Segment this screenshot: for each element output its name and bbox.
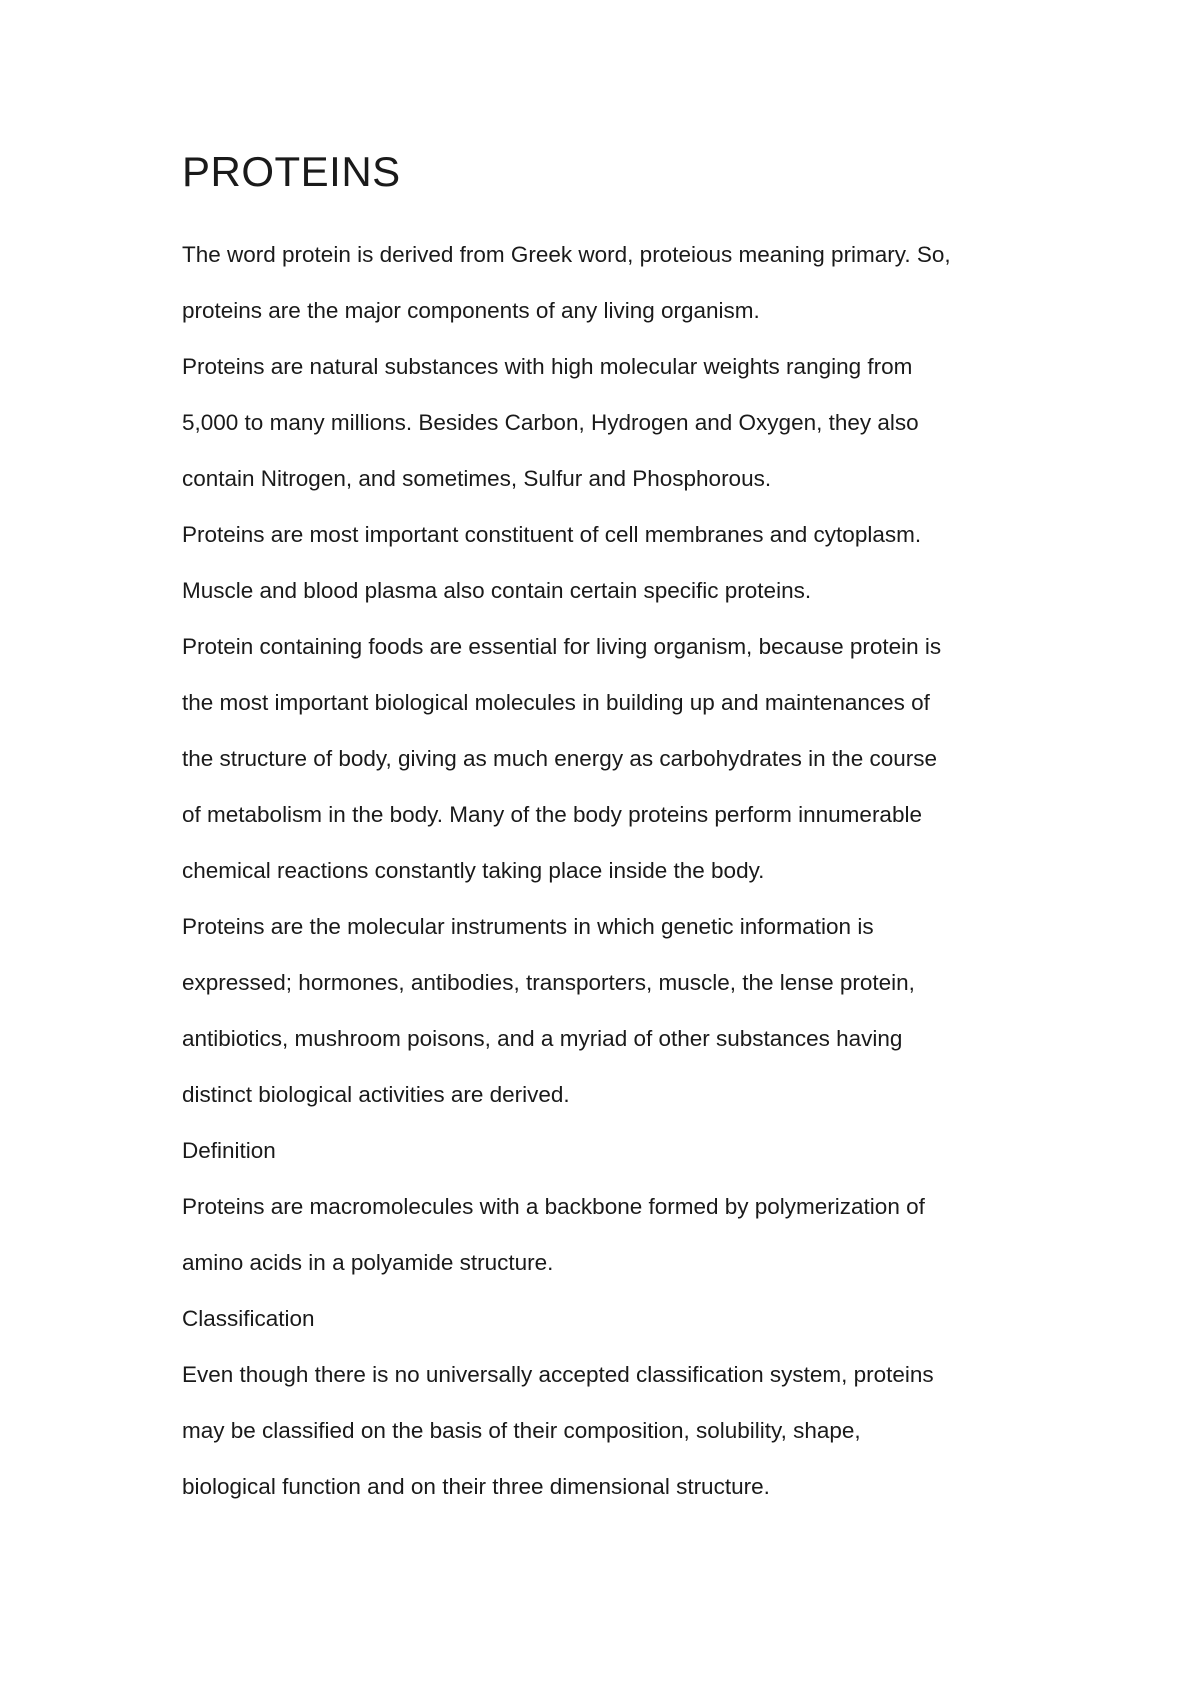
text-line: The word protein is derived from Greek word, proteious meaning primary. So, xyxy=(182,242,951,267)
text-line: Muscle and blood plasma also contain certain specific proteins. xyxy=(182,578,812,603)
text-line: biological function and on their three dimensional structure. xyxy=(182,1474,770,1499)
text-line: may be classified on the basis of their composition, solubility, shape, xyxy=(182,1418,861,1443)
text-line: distinct biological activities are derived. xyxy=(182,1082,570,1107)
text-line: of metabolism in the body. Many of the body proteins perform innumerable xyxy=(182,802,922,827)
text-line: 5,000 to many millions. Besides Carbon, Hydrogen and Oxygen, they also xyxy=(182,410,919,435)
text-line: the structure of body, giving as much energy as carbohydrates in the course xyxy=(182,746,937,771)
text-line: expressed; hormones, antibodies, transporters, muscle, the lense protein, xyxy=(182,970,915,995)
section-heading-definition: Definition xyxy=(182,1138,276,1163)
document-title: PROTEINS xyxy=(182,148,401,195)
text-line: contain Nitrogen, and sometimes, Sulfur and Phosphorous. xyxy=(182,466,772,491)
text-line: Protein containing foods are essential for living organism, because protein is xyxy=(182,634,942,659)
section-heading-classification: Classification xyxy=(182,1306,315,1331)
text-line: chemical reactions constantly taking place inside the body. xyxy=(182,858,765,883)
text-line: antibiotics, mushroom poisons, and a myriad of other substances having xyxy=(182,1026,903,1051)
text-line: Proteins are macromolecules with a backbone formed by polymerization of xyxy=(182,1194,925,1219)
document-body xyxy=(182,240,1062,1528)
text-line: Proteins are most important constituent of cell membranes and cytoplasm. xyxy=(182,522,922,547)
text-line: the most important biological molecules in building up and maintenances of xyxy=(182,690,930,715)
text-line: proteins are the major components of any living organism. xyxy=(182,298,760,323)
text-line: amino acids in a polyamide structure. xyxy=(182,1250,554,1275)
text-line: Even though there is no universally accepted classification system, proteins xyxy=(182,1362,934,1387)
text-line: Proteins are natural substances with high molecular weights ranging from xyxy=(182,354,913,379)
text-line: Proteins are the molecular instruments in which genetic information is xyxy=(182,914,874,939)
